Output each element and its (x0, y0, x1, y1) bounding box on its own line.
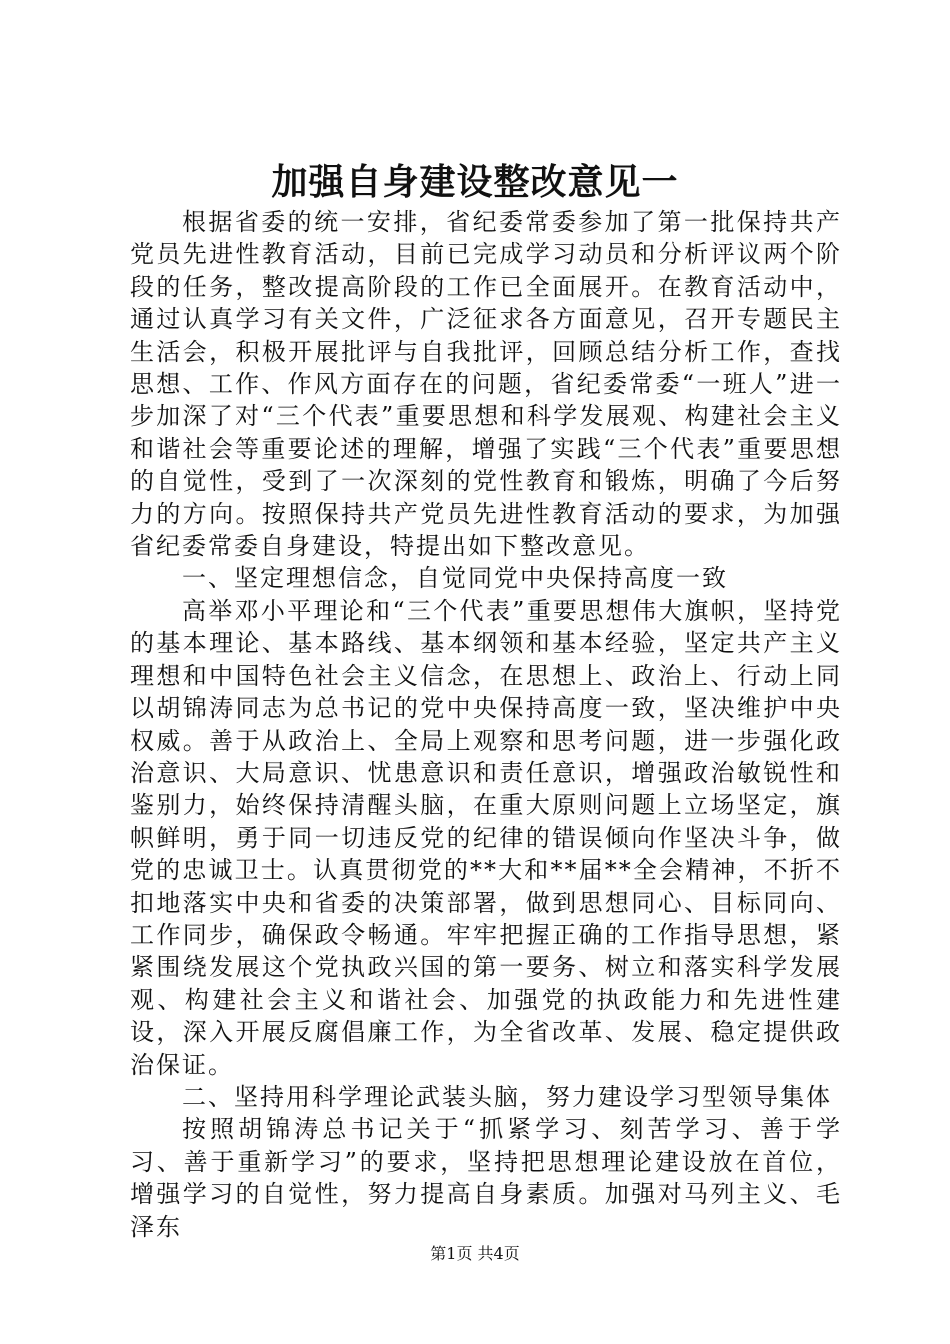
document-title: 加强自身建设整改意见一 (271, 161, 679, 203)
section-paragraph-2: 按照胡锦涛总书记关于“抓紧学习、刻苦学习、善于学习、善于重新学习”的要求，坚持把思想理论建设放在首位，增强学习的自觉性，努力提高自身素质。加强对马列主义、毛泽东 (130, 1115, 842, 1241)
page-footer: 第1页 共4页 (430, 1244, 520, 1263)
section-heading-1: 一、坚定理想信念，自觉同党中央保持高度一致 (182, 564, 728, 593)
document-body (130, 206, 842, 1243)
section-heading-2: 二、坚持用科学理论武装头脑，努力建设学习型领导集体 (182, 1082, 832, 1111)
intro-paragraph: 根据省委的统一安排，省纪委常委参加了第一批保持共产党员先进性教育活动，目前已完成学习动员和分析评议两个阶段的任务，整改提高阶段的工作已全面展开。在教育活动中，通过认真学习有关文件，广泛征求各方面意见，召开专题民主生活会，积极开展批评与自我批评，回顾总结分析工作，查找思想、工作、作风方面存在的问题，省纪委常委“一班人”进一步加深了对“三个代表”重要思想和科学发展观、构建社会主义和谐社会等重要论述的理解，增强了实践“三个代表”重要思想的自觉性，受到了一次深刻的党性教育和锻炼，明确了今后努力的方向。按照保持共产党员先进性教育活动的要求，为加强省纪委常委自身建设，特提出如下整改意见。 (130, 208, 842, 561)
section-paragraph-1: 高举邓小平理论和“三个代表”重要思想伟大旗帜，坚持党的基本理论、基本路线、基本纲领和基本经验，坚定共产主义理想和中国特色社会主义信念，在思想上、政治上、行动上同以胡锦涛同志为总书记的党中央保持高度一致，坚决维护中央权威。善于从政治上、全局上观察和思考问题，进一步强化政治意识、大局意识、忧患意识和责任意识，增强政治敏锐性和鉴别力，始终保持清醒头脑，在重大原则问题上立场坚定，旗帜鲜明，勇于同一切违反党的纪律的错误倾向作坚决斗争，做党的忠诚卫士。认真贯彻党的**大和**届**全会精神，不折不扣地落实中央和省委的决策部署，做到思想同心、目标同向、工作同步，确保政令畅通。牢牢把握正确的工作指导思想，紧紧围绕发展这个党执政兴国的第一要务、树立和落实科学发展观、构建社会主义和谐社会、加强党的执政能力和先进性建设，深入开展反腐倡廉工作，为全省改革、发展、稳定提供政治保证。 (130, 596, 842, 1079)
